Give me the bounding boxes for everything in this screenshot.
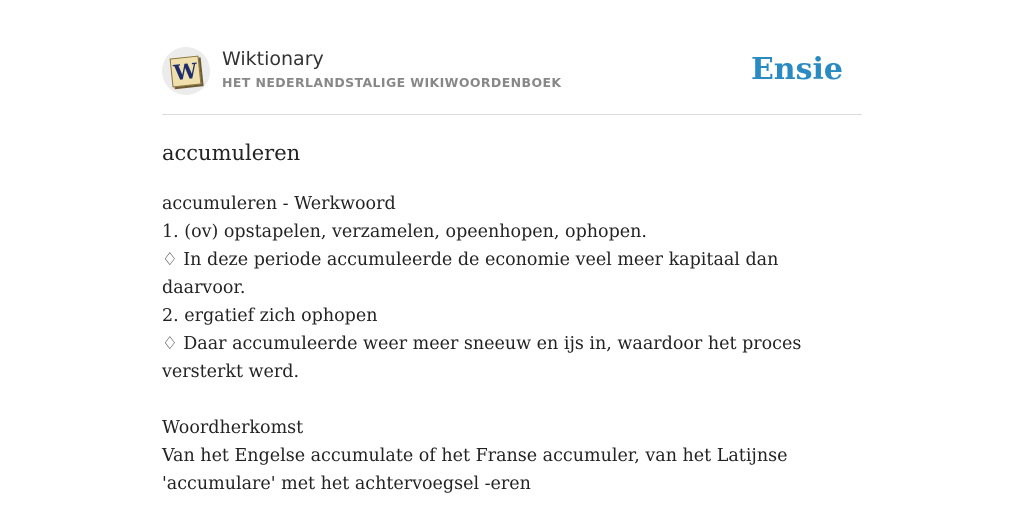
etymology-text: Van het Engelse accumulate of het Franse accumuler, van het Latijnse 'accumulare' met het achtervoegsel -eren [162, 446, 788, 494]
spacer [162, 386, 862, 414]
entry-line-example-2: ♢ Daar accumuleerde weer meer sneeuw en ijs in, waardoor het proces versterkt werd. [162, 334, 802, 382]
entry-line-definition-2: 2. ergatief zich ophopen [162, 306, 378, 326]
entry-line-heading: accumuleren - Werkwoord [162, 194, 396, 214]
entry-line-example-1: ♢ In deze periode accumuleerde de economie veel meer kapitaal dan daarvoor. [162, 250, 779, 298]
site-name[interactable]: Wiktionary [222, 48, 324, 70]
logo-tile [170, 56, 202, 88]
entry-title: accumuleren [162, 141, 301, 165]
site-subtitle: HET NEDERLANDSTALIGE WIKIWOORDENBOEK [222, 75, 562, 90]
etymology-heading: Woordherkomst [162, 418, 304, 438]
entry-content [162, 190, 862, 498]
wiktionary-logo-icon[interactable] [162, 47, 210, 95]
entry-line-definition-1: 1. (ov) opstapelen, verzamelen, opeenhopen, ophopen. [162, 222, 647, 242]
ensie-brand-link[interactable]: Ensie [750, 52, 843, 87]
site-header [162, 44, 862, 115]
logo-letter: W [172, 57, 199, 86]
